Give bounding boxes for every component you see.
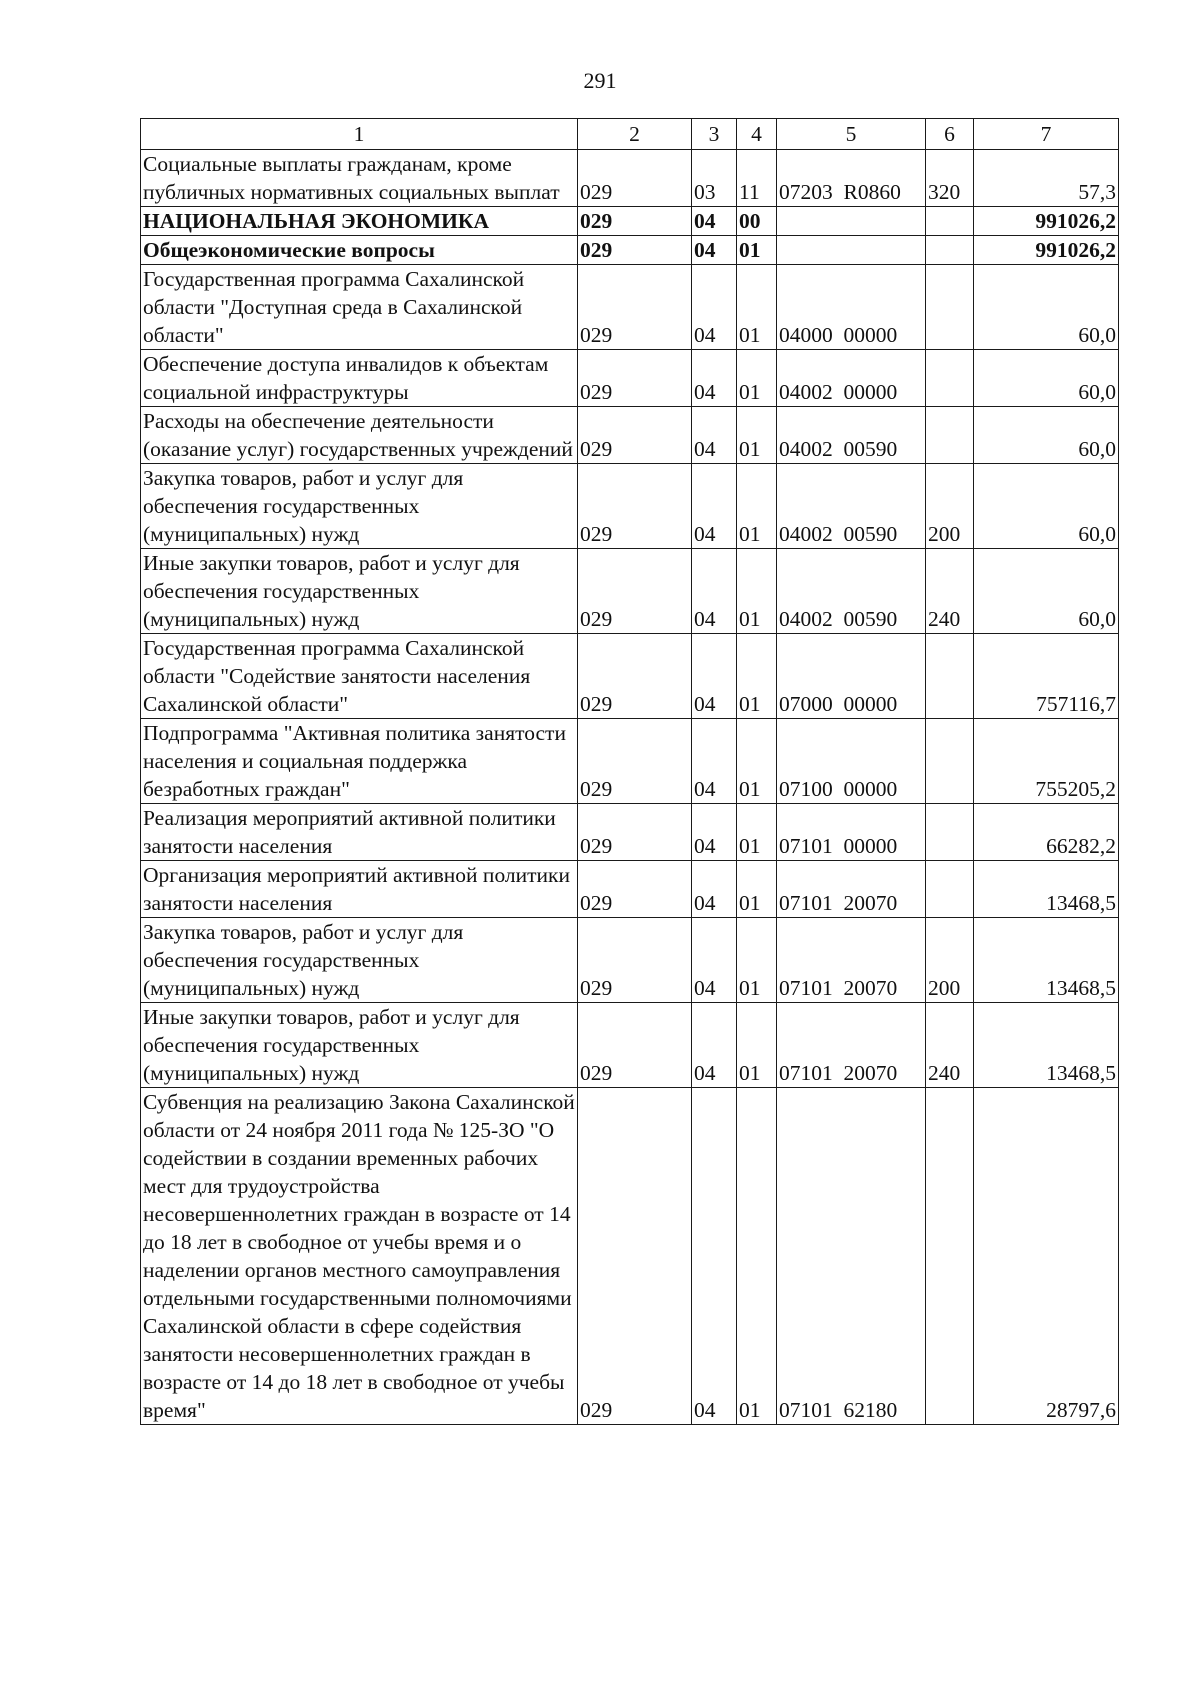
section-code-cell: 04 bbox=[692, 207, 737, 236]
section-code-cell: 04 bbox=[692, 236, 737, 265]
amount-cell: 66282,2 bbox=[974, 804, 1119, 861]
amount-cell: 13468,5 bbox=[974, 1003, 1119, 1088]
section-code-cell: 04 bbox=[692, 407, 737, 464]
target-article-cell: 07101 20070 bbox=[777, 1003, 926, 1088]
row-name-cell: НАЦИОНАЛЬНАЯ ЭКОНОМИКА bbox=[141, 207, 578, 236]
department-code-cell: 029 bbox=[578, 719, 692, 804]
table-row bbox=[141, 1088, 1119, 1425]
amount-cell: 60,0 bbox=[974, 350, 1119, 407]
table-row bbox=[141, 265, 1119, 350]
expense-type-cell bbox=[926, 350, 974, 407]
amount-cell: 757116,7 bbox=[974, 634, 1119, 719]
department-code-cell: 029 bbox=[578, 265, 692, 350]
subsection-code-cell: 01 bbox=[737, 350, 777, 407]
section-code-cell: 04 bbox=[692, 549, 737, 634]
department-code-cell: 029 bbox=[578, 350, 692, 407]
amount-cell: 28797,6 bbox=[974, 1088, 1119, 1425]
department-code-cell: 029 bbox=[578, 918, 692, 1003]
section-code-cell: 04 bbox=[692, 265, 737, 350]
department-code-cell: 029 bbox=[578, 464, 692, 549]
target-article-cell: 07101 20070 bbox=[777, 861, 926, 918]
target-article-cell: 07000 00000 bbox=[777, 634, 926, 719]
row-name-cell: Расходы на обеспечение деятельности (оказание услуг) государственных учреждений bbox=[141, 407, 578, 464]
subsection-code-cell: 01 bbox=[737, 265, 777, 350]
target-article-cell: 07100 00000 bbox=[777, 719, 926, 804]
subsection-code-cell: 00 bbox=[737, 207, 777, 236]
amount-cell: 57,3 bbox=[974, 150, 1119, 207]
department-code-cell: 029 bbox=[578, 634, 692, 719]
target-article-cell: 07101 62180 bbox=[777, 1088, 926, 1425]
department-code-cell: 029 bbox=[578, 1003, 692, 1088]
table-row bbox=[141, 236, 1119, 265]
table-row bbox=[141, 634, 1119, 719]
expense-type-cell bbox=[926, 407, 974, 464]
expense-type-cell bbox=[926, 634, 974, 719]
subsection-code-cell: 01 bbox=[737, 549, 777, 634]
subsection-code-cell: 01 bbox=[737, 719, 777, 804]
department-code-cell: 029 bbox=[578, 407, 692, 464]
table-row bbox=[141, 719, 1119, 804]
page-number: 291 bbox=[583, 68, 617, 93]
section-code-cell: 04 bbox=[692, 719, 737, 804]
table-row bbox=[141, 150, 1119, 207]
department-code-cell: 029 bbox=[578, 861, 692, 918]
expense-type-cell bbox=[926, 236, 974, 265]
row-name-cell: Обеспечение доступа инвалидов к объектам социальной инфраструктуры bbox=[141, 350, 578, 407]
expense-type-cell bbox=[926, 1088, 974, 1425]
table-row bbox=[141, 464, 1119, 549]
subsection-code-cell: 01 bbox=[737, 918, 777, 1003]
expense-type-cell: 200 bbox=[926, 918, 974, 1003]
target-article-cell: 07203 R0860 bbox=[777, 150, 926, 207]
amount-cell: 13468,5 bbox=[974, 918, 1119, 1003]
subsection-code-cell: 01 bbox=[737, 1003, 777, 1088]
amount-cell: 60,0 bbox=[974, 549, 1119, 634]
expense-type-cell bbox=[926, 804, 974, 861]
table-row bbox=[141, 407, 1119, 464]
target-article-cell: 07101 00000 bbox=[777, 804, 926, 861]
table-row bbox=[141, 549, 1119, 634]
subsection-code-cell: 01 bbox=[737, 407, 777, 464]
section-code-cell: 04 bbox=[692, 1088, 737, 1425]
row-name-cell: Подпрограмма "Активная политика занятости населения и социальная поддержка безработных граждан" bbox=[141, 719, 578, 804]
row-name-cell: Общеэкономические вопросы bbox=[141, 236, 578, 265]
row-name-cell: Реализация мероприятий активной политики занятости населения bbox=[141, 804, 578, 861]
target-article-cell bbox=[777, 236, 926, 265]
target-article-cell bbox=[777, 207, 926, 236]
expense-type-cell: 240 bbox=[926, 1003, 974, 1088]
row-name-cell: Иные закупки товаров, работ и услуг для обеспечения государственных (муниципальных) нужд bbox=[141, 549, 578, 634]
department-code-cell: 029 bbox=[578, 1088, 692, 1425]
expense-type-cell bbox=[926, 861, 974, 918]
row-name-cell: Социальные выплаты гражданам, кроме публичных нормативных социальных выплат bbox=[141, 150, 578, 207]
amount-cell: 60,0 bbox=[974, 265, 1119, 350]
amount-cell: 60,0 bbox=[974, 407, 1119, 464]
subsection-code-cell: 01 bbox=[737, 1088, 777, 1425]
expense-type-cell bbox=[926, 207, 974, 236]
subsection-code-cell: 01 bbox=[737, 464, 777, 549]
section-code-cell: 04 bbox=[692, 634, 737, 719]
subsection-code-cell: 01 bbox=[737, 236, 777, 265]
target-article-cell: 04002 00590 bbox=[777, 549, 926, 634]
department-code-cell: 029 bbox=[578, 804, 692, 861]
target-article-cell: 04002 00590 bbox=[777, 407, 926, 464]
row-name-cell: Организация мероприятий активной политики занятости населения bbox=[141, 861, 578, 918]
target-article-cell: 04002 00000 bbox=[777, 350, 926, 407]
column-header: 3 bbox=[692, 119, 737, 150]
expense-type-cell bbox=[926, 265, 974, 350]
column-header: 6 bbox=[926, 119, 974, 150]
amount-cell: 991026,2 bbox=[974, 207, 1119, 236]
column-header: 1 bbox=[141, 119, 578, 150]
table-row bbox=[141, 350, 1119, 407]
column-header: 2 bbox=[578, 119, 692, 150]
section-code-cell: 04 bbox=[692, 861, 737, 918]
table-row bbox=[141, 918, 1119, 1003]
expense-type-cell: 240 bbox=[926, 549, 974, 634]
expense-type-cell: 320 bbox=[926, 150, 974, 207]
section-code-cell: 04 bbox=[692, 918, 737, 1003]
section-code-cell: 04 bbox=[692, 350, 737, 407]
subsection-code-cell: 11 bbox=[737, 150, 777, 207]
section-code-cell: 03 bbox=[692, 150, 737, 207]
department-code-cell: 029 bbox=[578, 549, 692, 634]
column-header: 7 bbox=[974, 119, 1119, 150]
column-header: 4 bbox=[737, 119, 777, 150]
row-name-cell: Закупка товаров, работ и услуг для обеспечения государственных (муниципальных) нужд bbox=[141, 464, 578, 549]
department-code-cell: 029 bbox=[578, 150, 692, 207]
section-code-cell: 04 bbox=[692, 804, 737, 861]
amount-cell: 991026,2 bbox=[974, 236, 1119, 265]
target-article-cell: 07101 20070 bbox=[777, 918, 926, 1003]
amount-cell: 755205,2 bbox=[974, 719, 1119, 804]
row-name-cell: Закупка товаров, работ и услуг для обеспечения государственных (муниципальных) нужд bbox=[141, 918, 578, 1003]
budget-table bbox=[140, 118, 1119, 1425]
department-code-cell: 029 bbox=[578, 207, 692, 236]
row-name-cell: Государственная программа Сахалинской области "Доступная среда в Сахалинской области" bbox=[141, 265, 578, 350]
amount-cell: 60,0 bbox=[974, 464, 1119, 549]
expense-type-cell bbox=[926, 719, 974, 804]
section-code-cell: 04 bbox=[692, 1003, 737, 1088]
section-code-cell: 04 bbox=[692, 464, 737, 549]
subsection-code-cell: 01 bbox=[737, 804, 777, 861]
table-body bbox=[141, 150, 1119, 1425]
header-row bbox=[141, 119, 1119, 150]
column-header: 5 bbox=[777, 119, 926, 150]
table-row bbox=[141, 207, 1119, 236]
expense-type-cell: 200 bbox=[926, 464, 974, 549]
table-row bbox=[141, 861, 1119, 918]
amount-cell: 13468,5 bbox=[974, 861, 1119, 918]
subsection-code-cell: 01 bbox=[737, 861, 777, 918]
row-name-cell: Иные закупки товаров, работ и услуг для обеспечения государственных (муниципальных) нужд bbox=[141, 1003, 578, 1088]
row-name-cell: Государственная программа Сахалинской области "Содействие занятости населения Сахалинской области" bbox=[141, 634, 578, 719]
target-article-cell: 04002 00590 bbox=[777, 464, 926, 549]
table-row bbox=[141, 1003, 1119, 1088]
department-code-cell: 029 bbox=[578, 236, 692, 265]
subsection-code-cell: 01 bbox=[737, 634, 777, 719]
table-row bbox=[141, 804, 1119, 861]
target-article-cell: 04000 00000 bbox=[777, 265, 926, 350]
row-name-cell: Субвенция на реализацию Закона Сахалинской области от 24 ноября 2011 года № 125-ЗО "О содействии в создании временных рабочих мест для трудоустройства несовершеннолетних граждан в возрасте от 14 до 18 лет в свободное от учебы время и о наделении органов местного самоуправления отдельными государственными полномочиями Сахалинской области в сфере содействия занятости несовершеннолетних граждан в возрасте от 14 до 18 лет в свободное от учебы время" bbox=[141, 1088, 578, 1425]
